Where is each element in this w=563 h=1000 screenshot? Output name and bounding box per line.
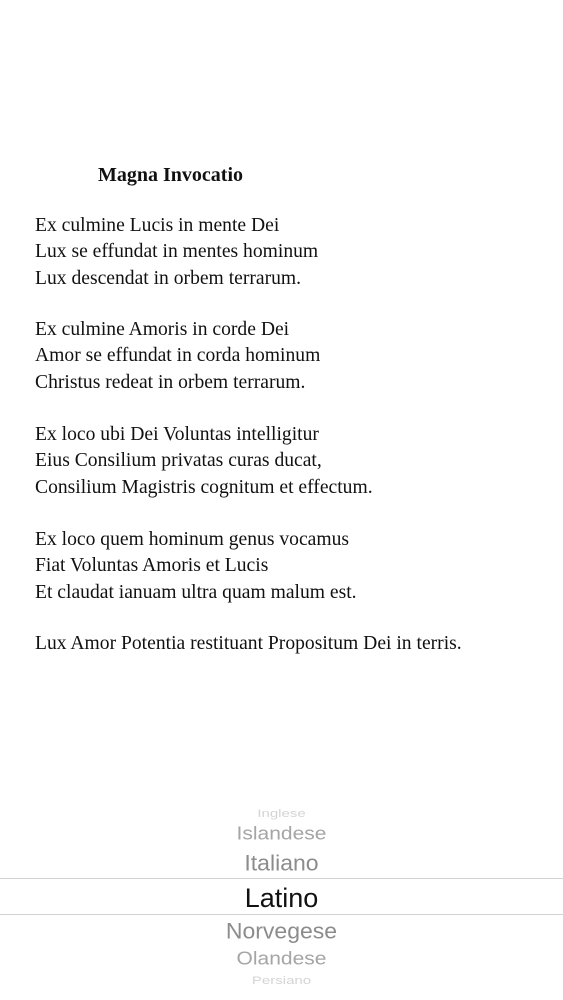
verse-line: Consilium Magistris cognitum et effectum. <box>35 476 373 498</box>
selection-indicator-bottom <box>0 914 563 915</box>
verse-line: Christus redeat in orbem terrarum. <box>35 371 306 393</box>
language-picker[interactable] <box>0 790 563 1000</box>
verse-line: Fiat Voluntas Amoris et Lucis <box>35 555 269 577</box>
picker-option-latino-selected[interactable]: Latino <box>244 883 319 913</box>
selection-indicator-top <box>0 878 563 879</box>
verse-line: Eius Consilium privatas curas ducat, <box>35 450 322 472</box>
stanza-4 <box>35 527 357 606</box>
verse-line: Ex culmine Lucis in mente Dei <box>35 215 280 236</box>
picker-option-inglese[interactable]: Inglese <box>257 807 306 820</box>
picker-option-olandese[interactable]: Olandese <box>236 948 327 969</box>
picker-option-islandese[interactable]: Islandese <box>236 823 327 844</box>
verse-line: Ex loco quem hominum genus vocamus <box>35 529 349 550</box>
verse-line: Ex culmine Amoris in corde Dei <box>35 319 290 340</box>
picker-option-italiano[interactable]: Italiano <box>244 850 319 876</box>
picker-option-persiano[interactable]: Persiano <box>251 974 312 987</box>
stanza-3 <box>35 422 373 501</box>
verse-line: Lux se effundat in mentes hominum <box>35 241 319 263</box>
picker-option-norvegese[interactable]: Norvegese <box>225 918 338 944</box>
verse-line: Amor se effundat in corda hominum <box>35 345 321 367</box>
verse-line: Ex loco ubi Dei Voluntas intelligitur <box>35 424 319 445</box>
stanza-5 <box>35 631 462 657</box>
page-title: Magna Invocatio <box>98 164 243 186</box>
verse-line: Lux descendat in orbem terrarum. <box>35 267 302 289</box>
verse-line: Et claudat ianuam ultra quam malum est. <box>35 581 357 603</box>
stanza-2 <box>35 317 320 396</box>
stanza-1 <box>35 213 318 292</box>
verse-line: Lux Amor Potentia restituant Propositum Dei in terris. <box>35 633 462 654</box>
